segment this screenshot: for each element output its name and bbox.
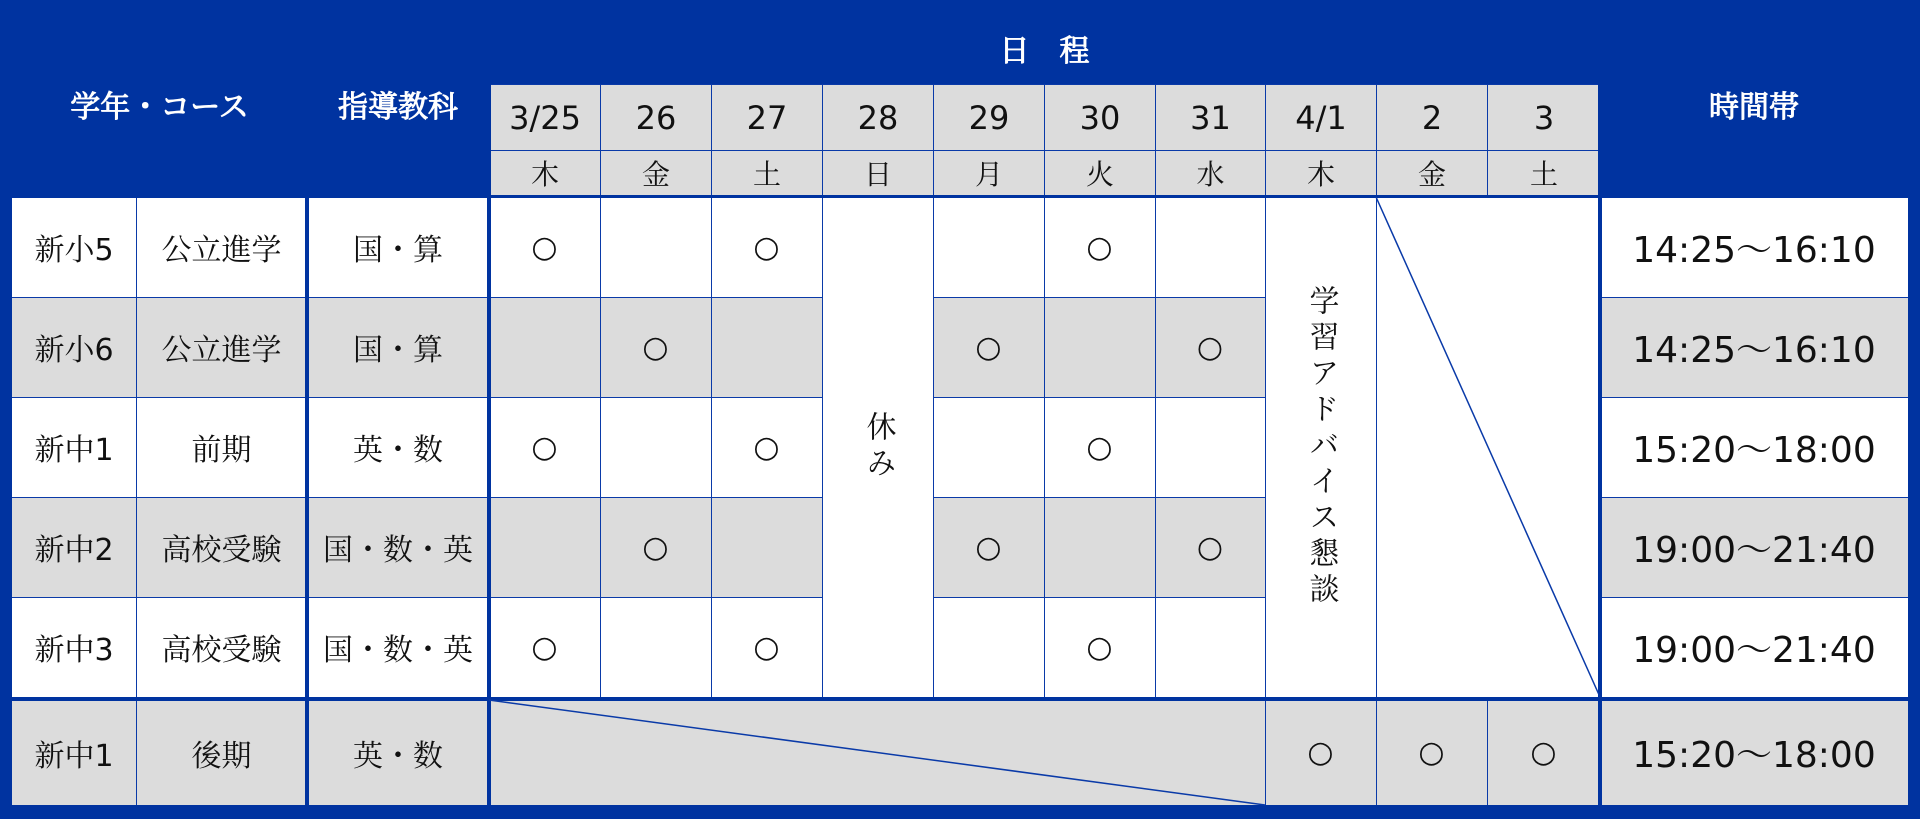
row-subjects: 国・算 [307, 297, 489, 397]
date-cell: 28 [822, 84, 933, 150]
weekday-cell: 土 [711, 150, 822, 195]
row-time: 19:00～21:40 [1600, 497, 1908, 597]
mark-cell: ○ [600, 297, 711, 397]
row-grade: 新中1 [12, 700, 136, 805]
date-cell: 4/1 [1265, 84, 1376, 150]
weekday-cell: 日 [822, 150, 933, 195]
mark-cell: ○ [1155, 297, 1265, 397]
row-grade: 新小6 [12, 297, 136, 397]
date-cell: 30 [1044, 84, 1155, 150]
weekday-cell: 水 [1155, 150, 1265, 195]
date-cell: 3 [1487, 84, 1600, 150]
row-time: 19:00～21:40 [1600, 597, 1908, 697]
row-time: 14:25～16:10 [1600, 197, 1908, 297]
mark-cell: ○ [711, 397, 822, 497]
weekday-cell: 木 [489, 150, 600, 195]
date-cell: 31 [1155, 84, 1265, 150]
row-course: 公立進学 [136, 197, 307, 297]
row-course: 後期 [136, 700, 307, 805]
row-grade: 新中1 [12, 397, 136, 497]
holiday-cell: 休み [822, 197, 933, 697]
row-subjects: 国・数・英 [307, 497, 489, 597]
date-cell: 2 [1376, 84, 1487, 150]
row-subjects: 国・数・英 [307, 597, 489, 697]
row-grade: 新中2 [12, 497, 136, 597]
mark-cell: ○ [600, 497, 711, 597]
mark-cell: ○ [1376, 700, 1487, 805]
row-course: 高校受験 [136, 597, 307, 697]
row-grade: 新中3 [12, 597, 136, 697]
row-course: 前期 [136, 397, 307, 497]
advice-cell: 学習アドバイス懇談 [1265, 197, 1376, 697]
diagonal-line [489, 700, 1265, 805]
date-cell: 29 [933, 84, 1044, 150]
mark-cell: ○ [933, 497, 1044, 597]
mark-cell: ○ [711, 197, 822, 297]
date-cell: 26 [600, 84, 711, 150]
row-subjects: 国・算 [307, 197, 489, 297]
row-course: 高校受験 [136, 497, 307, 597]
row-time: 15:20～18:00 [1600, 397, 1908, 497]
row-subjects: 英・数 [307, 397, 489, 497]
header-time-slot: 時間帯 [1600, 12, 1908, 195]
row-time: 15:20～18:00 [1600, 700, 1908, 805]
weekday-cell: 火 [1044, 150, 1155, 195]
row-subjects: 英・数 [307, 700, 489, 805]
row-grade: 新小5 [12, 197, 136, 297]
mark-cell: ○ [1265, 700, 1376, 805]
weekday-cell: 金 [1376, 150, 1487, 195]
date-cell: 3/25 [489, 84, 600, 150]
weekday-cell: 木 [1265, 150, 1376, 195]
header-subjects: 指導教科 [307, 12, 489, 195]
mark-cell: ○ [489, 597, 600, 697]
mark-cell: ○ [1044, 197, 1155, 297]
row-time: 14:25～16:10 [1600, 297, 1908, 397]
mark-cell: ○ [489, 197, 600, 297]
mark-cell: ○ [1487, 700, 1600, 805]
mark-cell: ○ [1044, 397, 1155, 497]
weekday-cell: 月 [933, 150, 1044, 195]
weekday-cell: 土 [1487, 150, 1600, 195]
mark-cell: ○ [1155, 497, 1265, 597]
mark-cell: ○ [933, 297, 1044, 397]
weekday-cell: 金 [600, 150, 711, 195]
mark-cell: ○ [489, 397, 600, 497]
date-cell: 27 [711, 84, 822, 150]
row-course: 公立進学 [136, 297, 307, 397]
diagonal-line [1376, 197, 1600, 697]
mark-cell: ○ [1044, 597, 1155, 697]
header-grade-course: 学年・コース [12, 12, 307, 195]
header-schedule: 日 程 [489, 12, 1600, 84]
mark-cell: ○ [711, 597, 822, 697]
